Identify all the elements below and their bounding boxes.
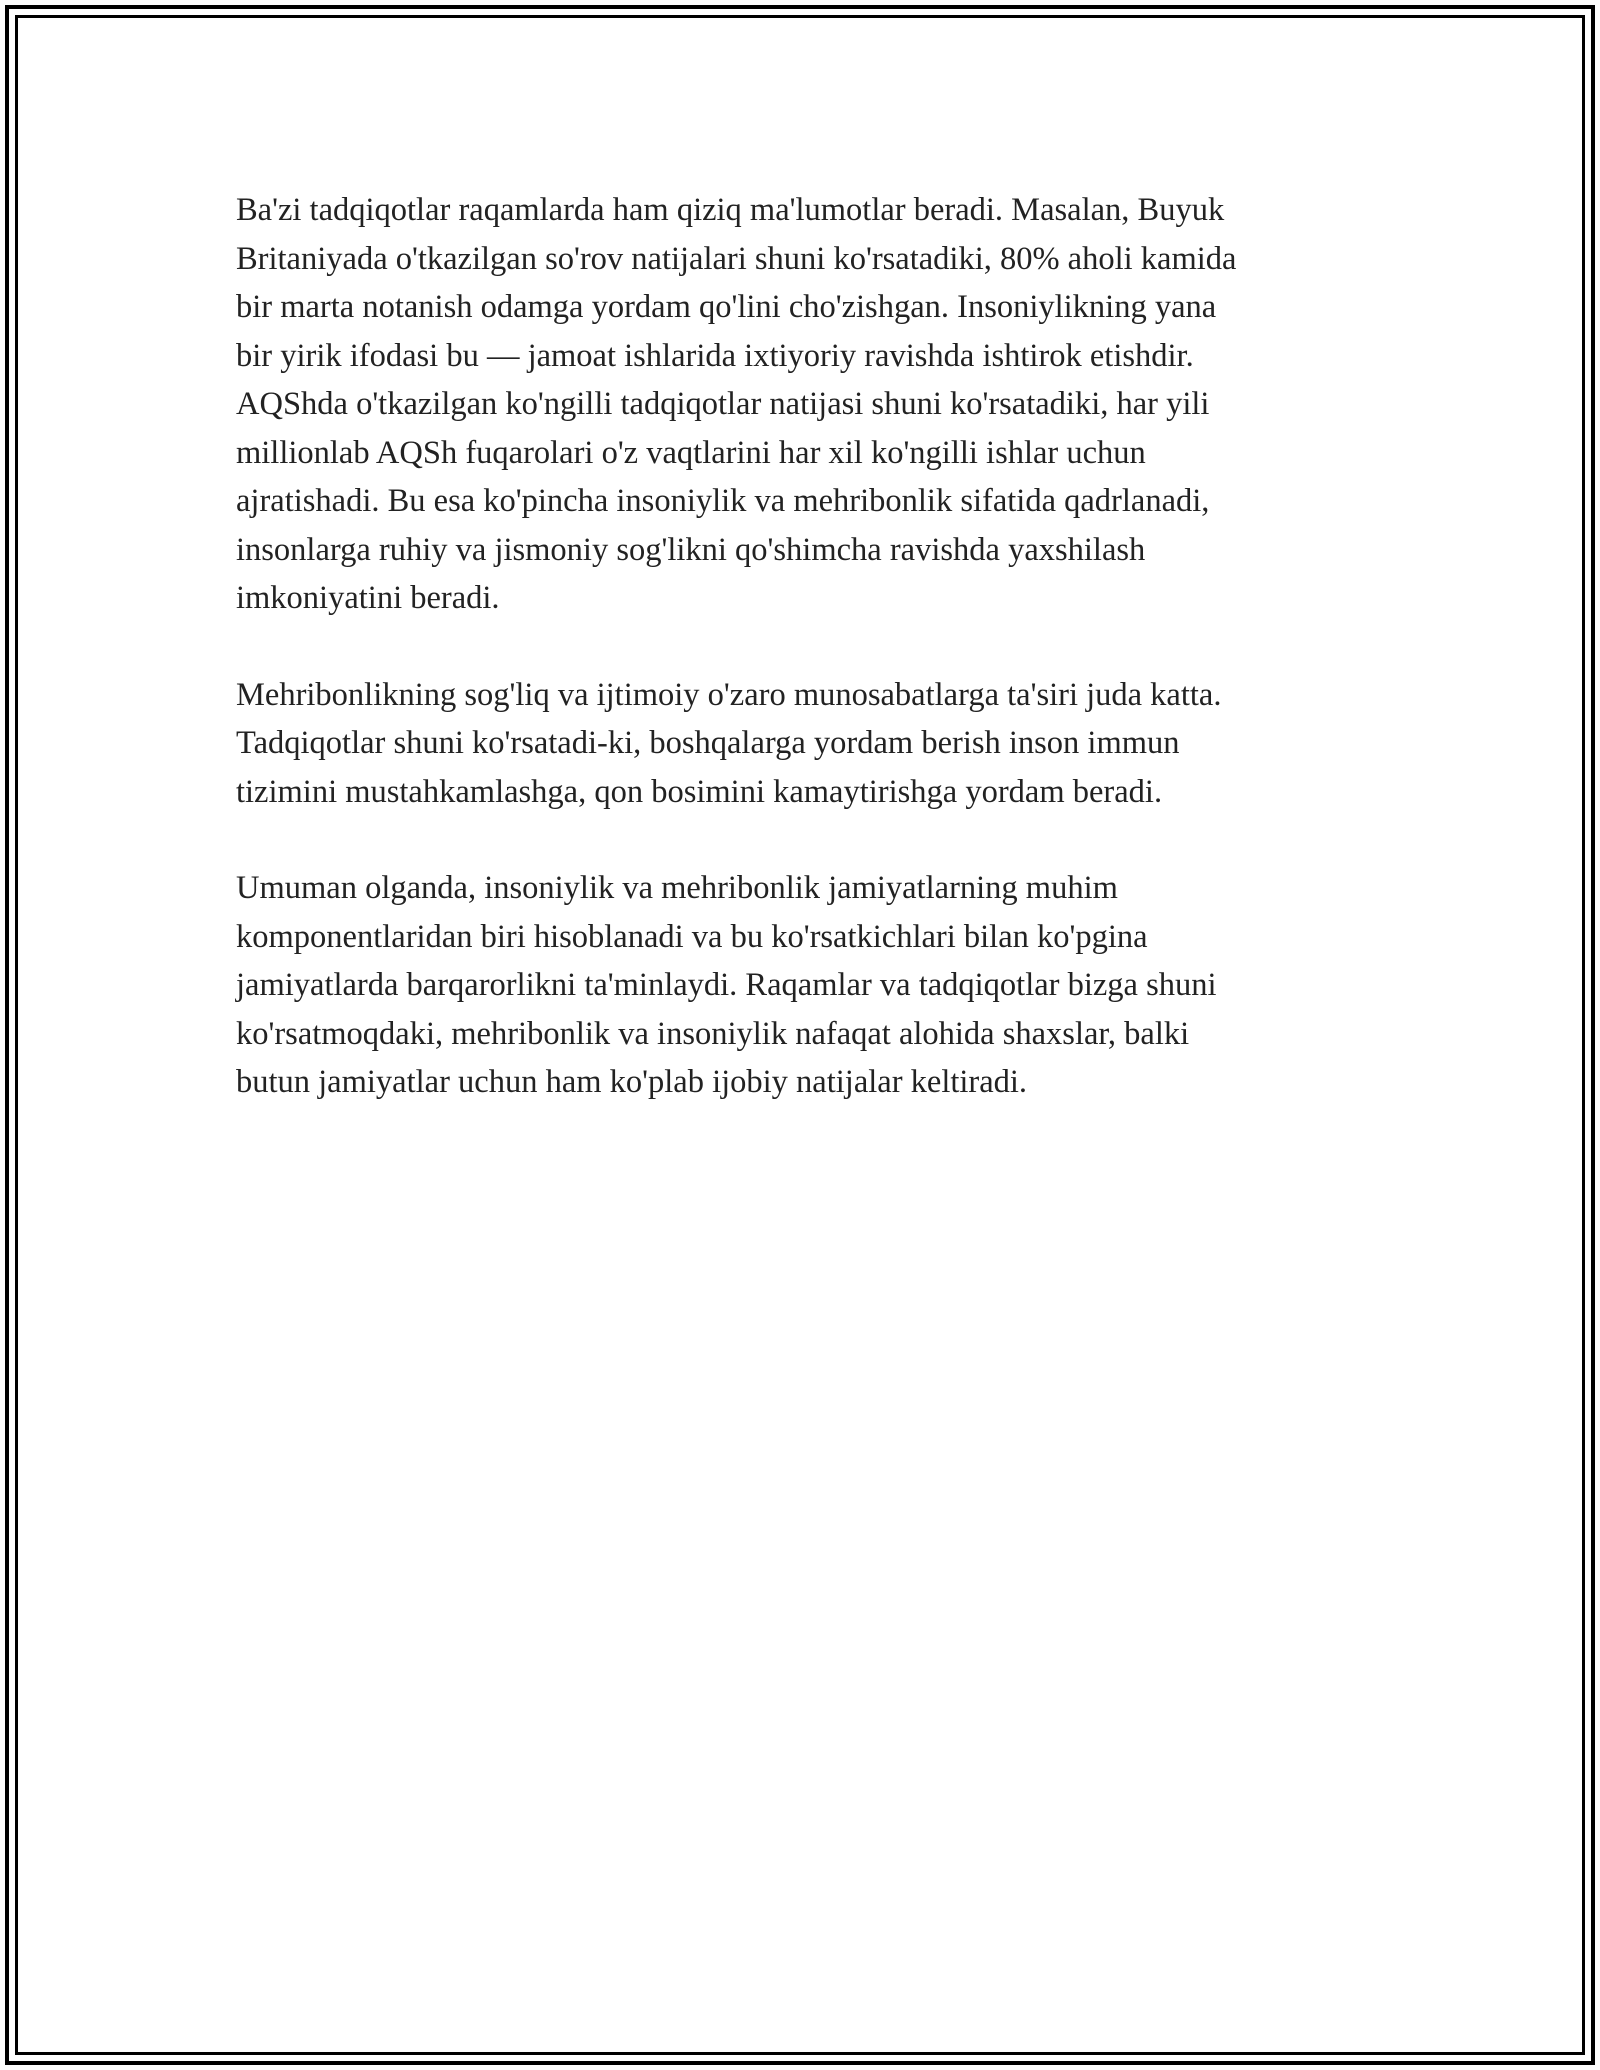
text-line: Britaniyada o'tkazilgan so'rov natijalari shuni ko'rsatadiki, 80% aholi kamida: [236, 240, 1237, 277]
text-line: butun jamiyatlar uchun ham ko'plab ijobiy natijalar keltiradi.: [236, 1064, 1028, 1100]
text-line: ko'rsatmoqdaki, mehribonlik va insoniylik nafaqat alohida shaxslar, balki: [236, 1015, 1190, 1052]
paragraph-3: [236, 864, 1396, 1107]
text-line: imkoniyatini beradi.: [236, 580, 500, 616]
text-line: insonlarga ruhiy va jismoniy sog'likni qo'shimcha ravishda yaxshilash: [236, 531, 1146, 568]
text-line: bir marta notanish odamga yordam qo'lini cho'zishgan. Insoniylikning yana: [236, 289, 1217, 325]
text-line: Umuman olganda, insoniylik va mehribonlik jamiyatlarning muhim: [236, 870, 1118, 906]
document-body: [236, 186, 1396, 1155]
paragraph-2: [236, 671, 1396, 817]
text-line: Mehribonlikning sog'liq va ijtimoiy o'zaro munosabatlarga ta'siri juda katta.: [236, 676, 1222, 713]
text-line: Ba'zi tadqiqotlar raqamlarda ham qiziq ma'lumotlar beradi. Masalan, Buyuk: [236, 192, 1225, 228]
text-line: AQShda o'tkazilgan ko'ngilli tadqiqotlar natijasi shuni ko'rsatadiki, har yili: [236, 386, 1210, 422]
text-line: bir yirik ifodasi bu — jamoat ishlarida ixtiyoriy ravishda ishtirok etishdir.: [236, 337, 1194, 374]
text-line: komponentlaridan biri hisoblanadi va bu ko'rsatkichlari bilan ko'pgina: [236, 918, 1148, 955]
text-line: millionlab AQSh fuqarolari o'z vaqtlarini har xil ko'ngilli ishlar uchun: [236, 434, 1146, 471]
text-line: ajratishadi. Bu esa ko'pincha insoniylik va mehribonlik sifatida qadrlanadi,: [236, 483, 1210, 519]
paragraph-1: [236, 186, 1396, 623]
text-line: jamiyatlarda barqarorlikni ta'minlaydi. Raqamlar va tadqiqotlar bizga shuni: [236, 967, 1217, 1003]
text-line: tizimini mustahkamlashga, qon bosimini kamaytirishga yordam beradi.: [236, 773, 1163, 810]
text-line: Tadqiqotlar shuni ko'rsatadi-ki, boshqalarga yordam berish inson immun: [236, 725, 1180, 761]
